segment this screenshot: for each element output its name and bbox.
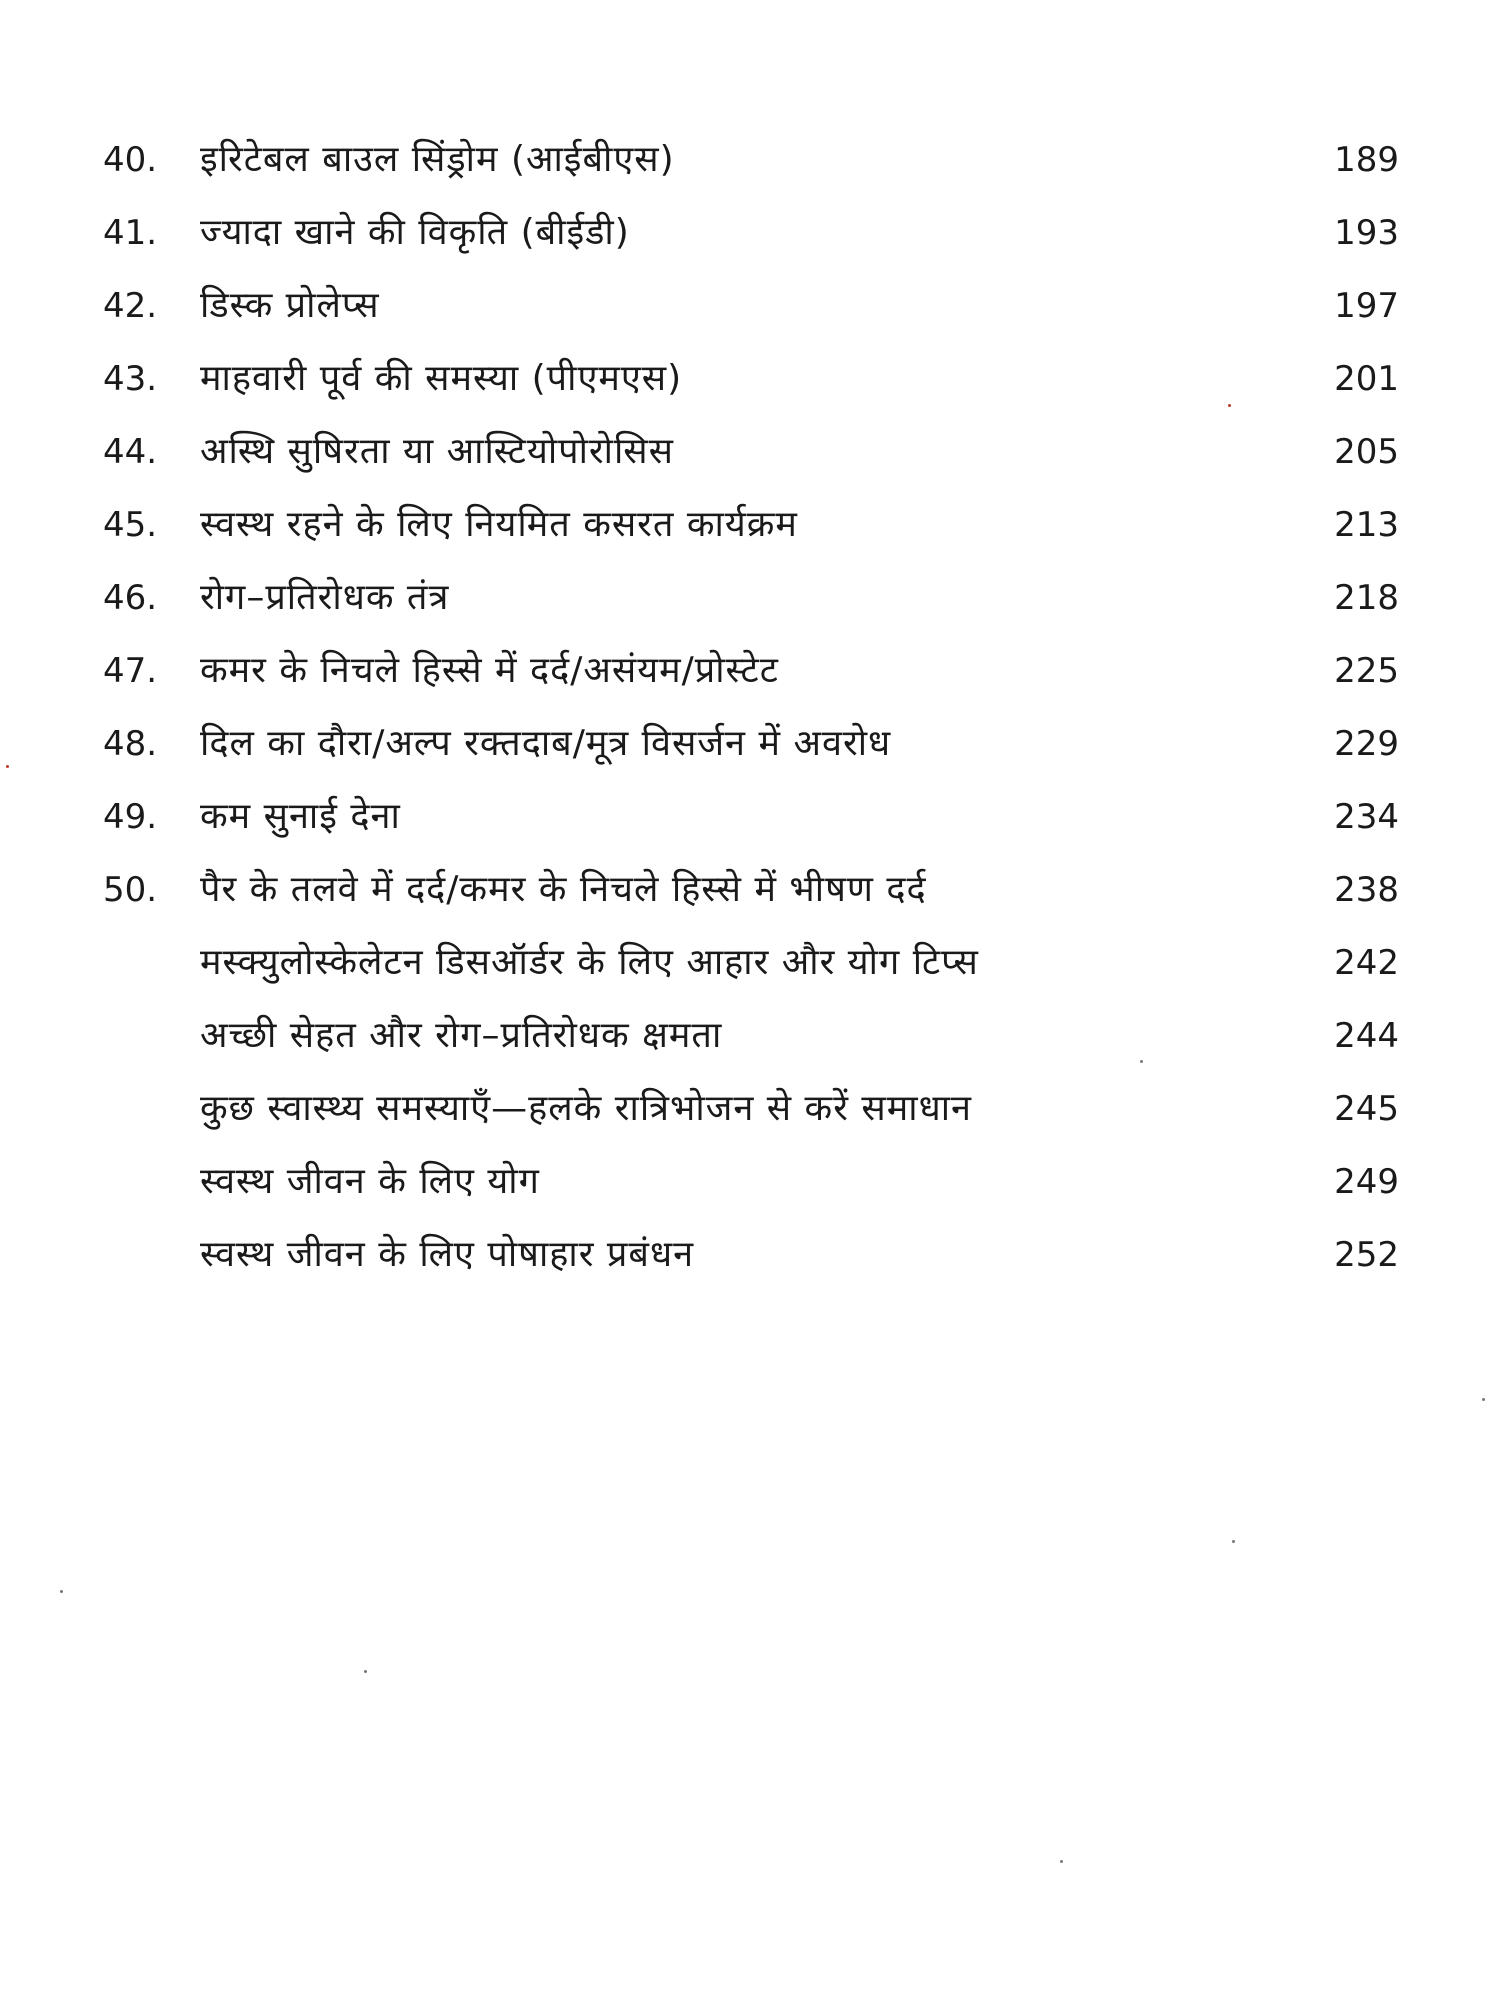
scan-speck [364, 1670, 367, 1673]
toc-entry [0, 278, 1500, 351]
entry-page-number: 249 [1334, 1162, 1399, 1202]
scan-speck [1060, 1860, 1063, 1863]
entry-title: ज्यादा खाने की विकृति (बीईडी) [200, 212, 630, 253]
entry-title: स्वस्थ रहने के लिए नियमित कसरत कार्यक्रम [200, 504, 798, 545]
entry-title: अच्छी सेहत और रोग–प्रतिरोधक क्षमता [200, 1015, 723, 1056]
entry-page-number: 197 [1334, 286, 1399, 326]
toc-entry [0, 1227, 1500, 1300]
toc-entry [0, 935, 1500, 1008]
scan-speck [1482, 1398, 1485, 1401]
toc-entry [0, 424, 1500, 497]
toc-entry [0, 862, 1500, 935]
toc-entry [0, 132, 1500, 205]
entry-title: मस्क्युलोस्केलेटन डिसऑर्डर के लिए आहार और योग टिप्स [200, 942, 979, 983]
toc-entry [0, 1008, 1500, 1081]
entry-number: 50. [103, 870, 158, 910]
entry-number: 44. [103, 432, 158, 472]
toc-entry [0, 205, 1500, 278]
entry-page-number: 229 [1334, 724, 1399, 764]
toc-entry [0, 789, 1500, 862]
toc-entry [0, 497, 1500, 570]
entry-title: कुछ स्वास्थ्य समस्याएँ—हलके रात्रिभोजन से करें समाधान [200, 1088, 973, 1129]
entry-title: डिस्क प्रोलेप्स [200, 285, 380, 326]
entry-page-number: 238 [1334, 870, 1399, 910]
entry-title: कमर के निचले हिस्से में दर्द/असंयम/प्रोस्टेट [200, 650, 779, 691]
entry-number: 42. [103, 286, 158, 326]
scan-speck [1140, 1060, 1143, 1063]
entry-page-number: 244 [1334, 1016, 1399, 1056]
toc-entry [0, 716, 1500, 789]
entry-page-number: 242 [1334, 943, 1399, 983]
entry-title: कम सुनाई देना [200, 796, 401, 837]
scan-speck [60, 1590, 63, 1593]
entry-number: 47. [103, 651, 158, 691]
toc-entry [0, 1154, 1500, 1227]
entry-page-number: 205 [1334, 432, 1399, 472]
entry-title: स्वस्थ जीवन के लिए पोषाहार प्रबंधन [200, 1234, 695, 1275]
entry-title: अस्थि सुषिरता या आस्टियोपोरोसिस [200, 431, 674, 472]
entry-page-number: 225 [1334, 651, 1399, 691]
entry-number: 45. [103, 505, 158, 545]
toc-entry [0, 643, 1500, 716]
entry-number: 46. [103, 578, 158, 618]
entry-number: 49. [103, 797, 158, 837]
entry-title: माहवारी पूर्व की समस्या (पीएमएस) [200, 358, 683, 399]
scan-speck [1228, 404, 1231, 407]
table-of-contents [0, 132, 1500, 1300]
toc-entry [0, 1081, 1500, 1154]
entry-page-number: 252 [1334, 1235, 1399, 1275]
entry-title: स्वस्थ जीवन के लिए योग [200, 1161, 540, 1202]
entry-number: 41. [103, 213, 158, 253]
toc-entry [0, 351, 1500, 424]
entry-page-number: 189 [1334, 140, 1399, 180]
entry-number: 48. [103, 724, 158, 764]
scan-speck [6, 765, 9, 768]
entry-page-number: 234 [1334, 797, 1399, 837]
entry-page-number: 193 [1334, 213, 1399, 253]
entry-title: पैर के तलवे में दर्द/कमर के निचले हिस्से में भीषण दर्द [200, 869, 927, 910]
scan-speck [1232, 1540, 1235, 1543]
entry-page-number: 201 [1334, 359, 1399, 399]
entry-page-number: 218 [1334, 578, 1399, 618]
entry-title: दिल का दौरा/अल्प रक्तदाब/मूत्र विसर्जन में अवरोध [200, 723, 892, 764]
entry-number: 40. [103, 140, 158, 180]
entry-title: रोग–प्रतिरोधक तंत्र [200, 577, 450, 618]
entry-page-number: 245 [1334, 1089, 1399, 1129]
entry-page-number: 213 [1334, 505, 1399, 545]
entry-title: इरिटेबल बाउल सिंड्रोम (आईबीएस) [200, 139, 675, 180]
toc-entry [0, 570, 1500, 643]
entry-number: 43. [103, 359, 158, 399]
